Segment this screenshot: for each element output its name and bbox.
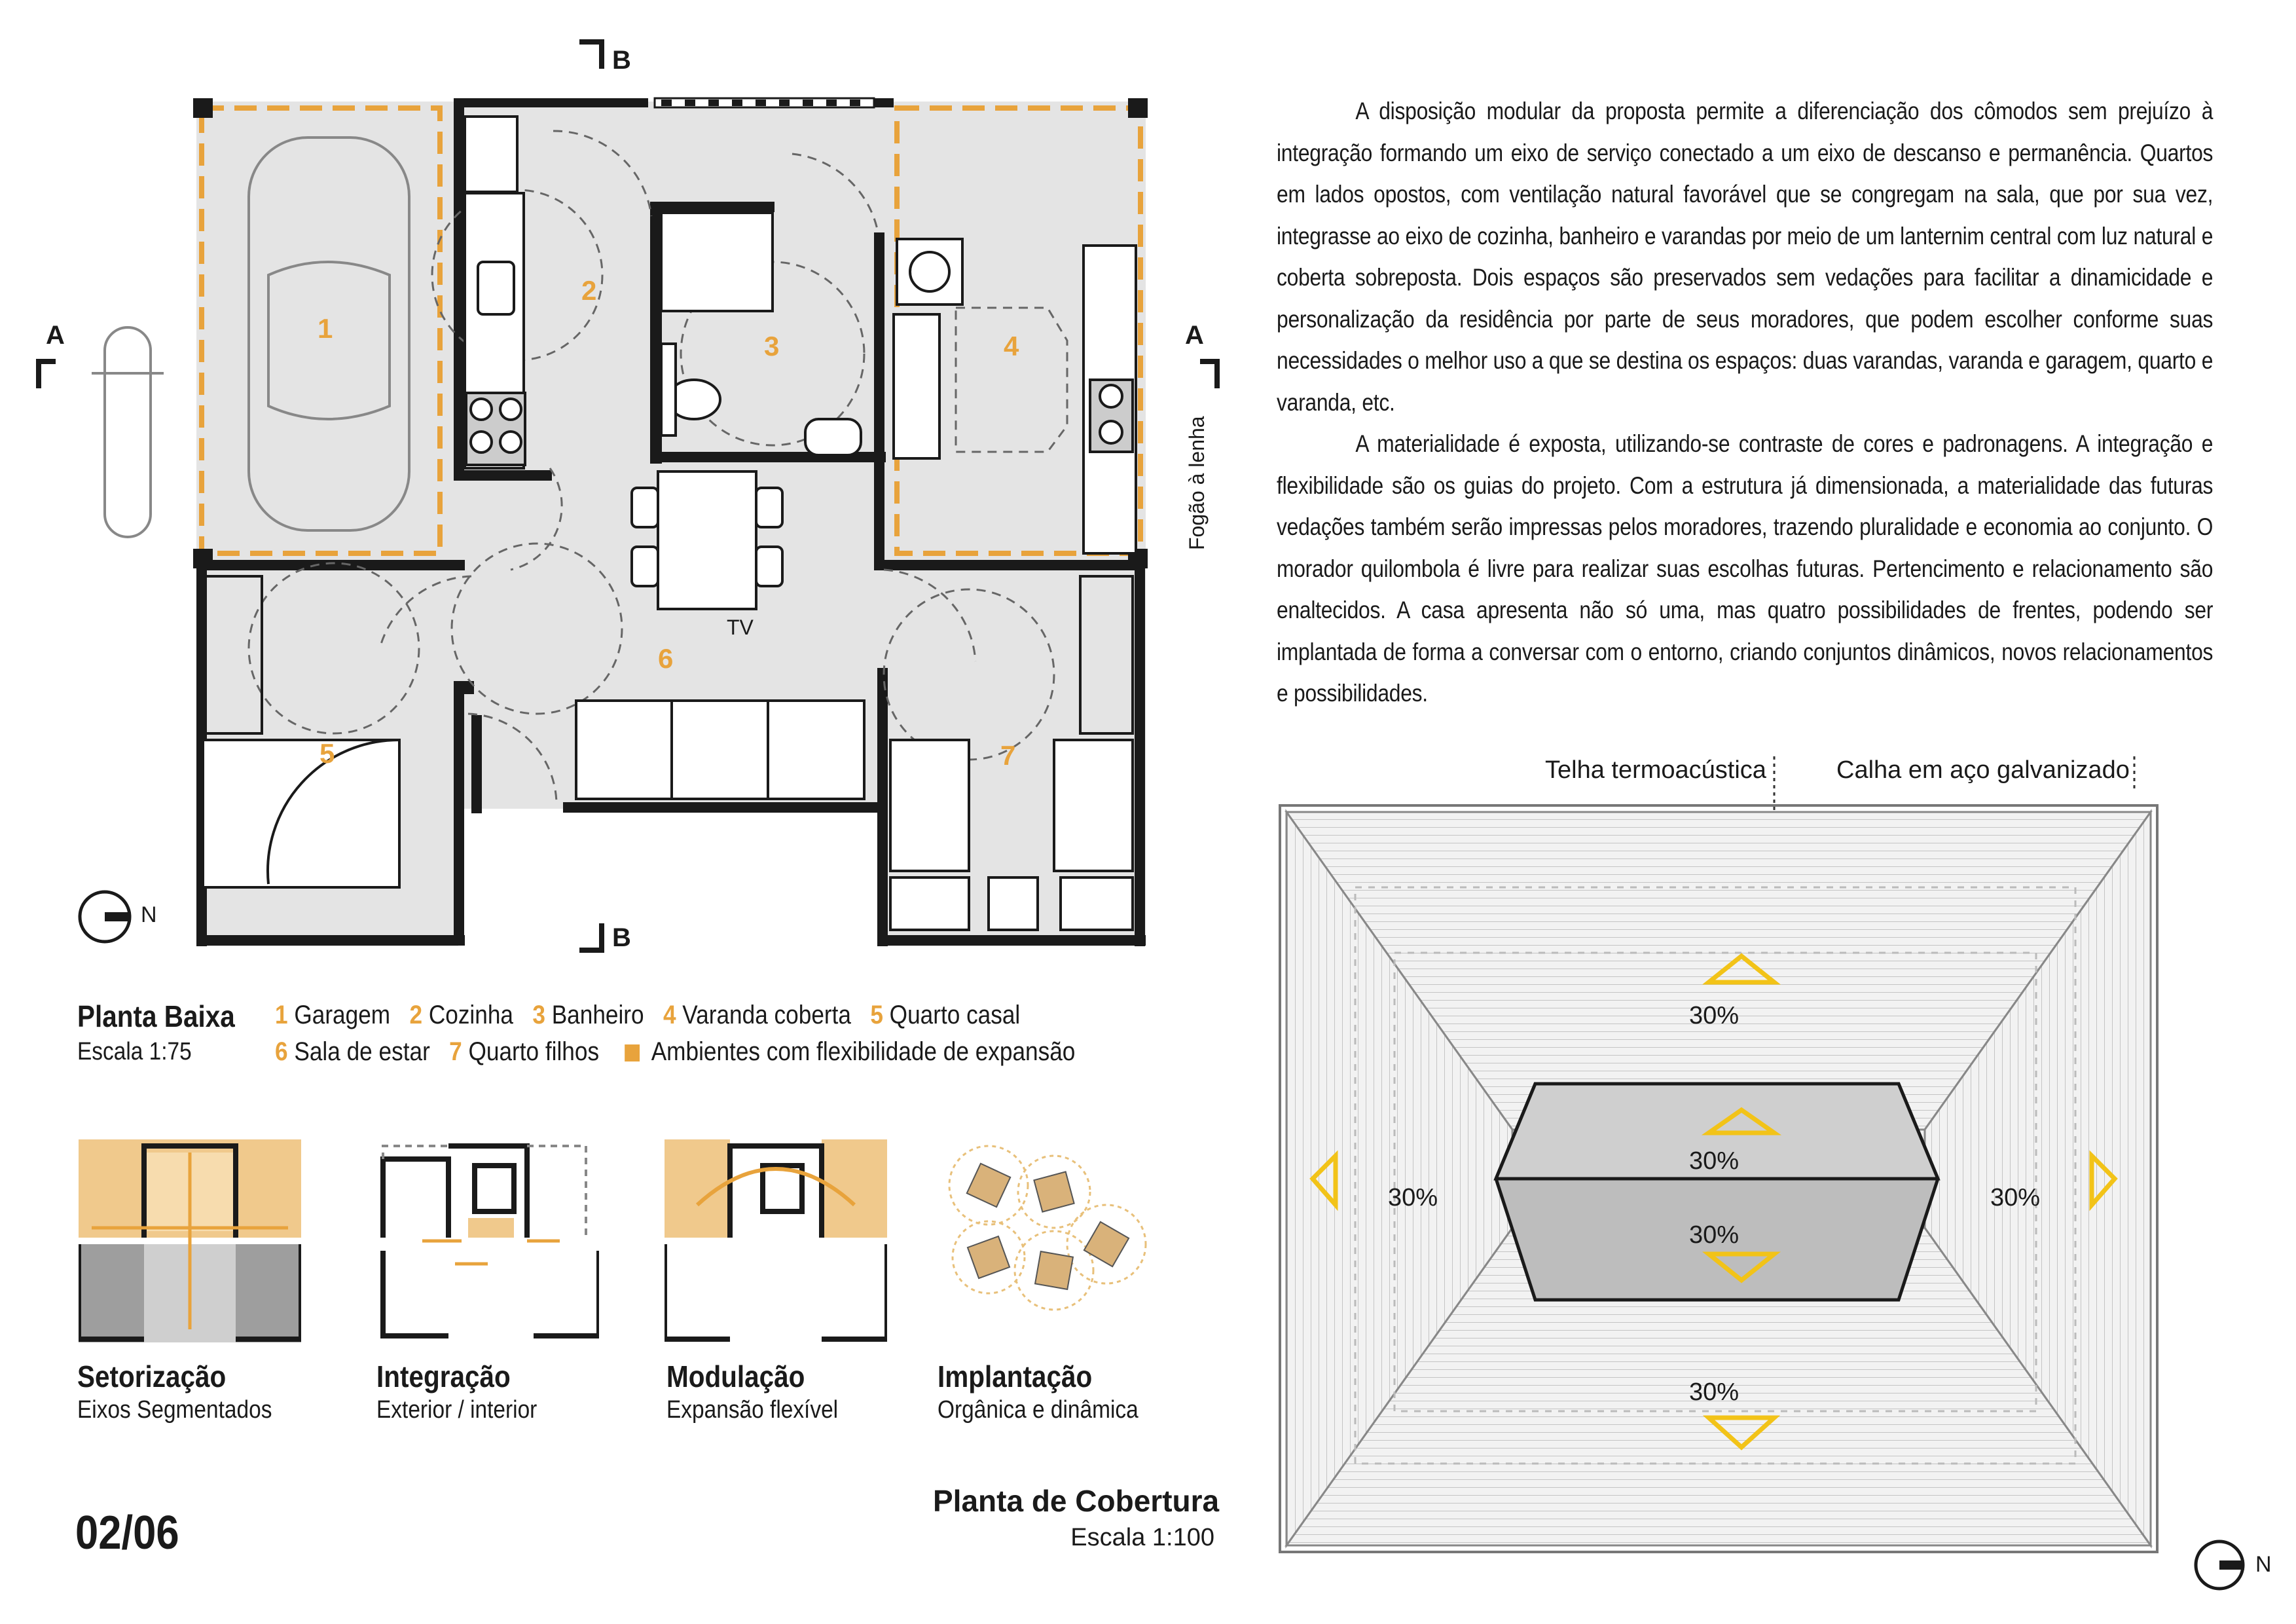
section-a-right: A (1185, 321, 1204, 350)
north-arrow-plan (80, 892, 131, 942)
north-label-roof: N (2255, 1552, 2272, 1577)
legend-flex-swatch (625, 1044, 640, 1061)
legend-num-6: 6 (275, 1037, 288, 1066)
diagram-setorizacao (79, 1139, 301, 1342)
legend-label-7: Quarto filhos (468, 1037, 600, 1066)
slope-label-left: 30% (1388, 1184, 1438, 1211)
diagram-title-4: Implantação (938, 1359, 1093, 1393)
north-label-plan: N (141, 902, 157, 927)
legend-num-5: 5 (870, 1001, 883, 1029)
description-paragraph-2: A materialidade é exposta, utilizando-se contraste de cores e padronagens. A integração e flexibilidade são os guias do projeto. Com a estrutura já dimensionada, a materialidade das futuras vedações também serão impressas pelos moradores, trazendo pluralidade e economia ao conjunto. O morador quilombola é livre para realizar suas escolhas futuras. Pertencimento e relacionamento são enaltecidos. A casa apresenta não só uma, mas quatro possibilidades de frentes, podendo ser implantada de forma a conversar com o entorno, criando conjuntos dinâmicos, novos relacionamentos e possibilidades. (1277, 430, 2214, 707)
diagram-modulacao (665, 1139, 887, 1342)
diagram-title-1: Setorização (77, 1359, 227, 1393)
diagram-title-2: Integração (376, 1359, 511, 1393)
diagram-subtitle-2: Exterior / interior (376, 1396, 538, 1424)
section-b-top: B (612, 46, 631, 75)
legend-label-5: Quarto casal (889, 1001, 1021, 1029)
diagram-subtitle-1: Eixos Segmentados (77, 1396, 272, 1424)
roof-north-arrow (2196, 1541, 2244, 1589)
legend-num-1: 1 (275, 1001, 288, 1029)
legend-row-2 (275, 1037, 1075, 1067)
diagram-title-3: Modulação (666, 1359, 805, 1393)
roof-gutter-label: Calha em aço galvanizado (1836, 756, 2130, 784)
slope-label-top: 30% (1689, 1002, 1740, 1029)
roof-scale: Escala 1:100 (1070, 1524, 1214, 1551)
plan-scale: Escala 1:75 (77, 1038, 192, 1065)
kitchen-counter (465, 117, 525, 468)
roof-title: Planta de Cobertura (933, 1484, 1220, 1518)
roof-tile-label: Telha termoacústica (1545, 756, 1766, 784)
window-top (655, 98, 874, 107)
sofa (576, 701, 864, 799)
slope-label-ridge-top: 30% (1689, 1147, 1740, 1175)
legend-num-2: 2 (409, 1001, 423, 1029)
stove-label: Fogão à lenha (1185, 416, 1209, 550)
room-number-1: 1 (318, 313, 333, 344)
legend-label-6: Sala de estar (294, 1037, 430, 1066)
legend-label-2: Cozinha (428, 1001, 513, 1029)
page-number: 02/06 (75, 1507, 179, 1559)
room-number-4: 4 (1004, 331, 1019, 361)
description-text (1277, 90, 2214, 714)
tv-label: TV (727, 616, 754, 639)
diagram-implantacao (936, 1139, 1159, 1342)
room-number-7: 7 (1000, 740, 1016, 771)
slope-label-ridge-bottom: 30% (1689, 1221, 1740, 1249)
floor-plan (0, 0, 1244, 982)
legend-num-7: 7 (449, 1037, 462, 1066)
room-number-2: 2 (581, 275, 597, 306)
section-b-bottom: B (612, 923, 631, 952)
room-number-5: 5 (319, 738, 335, 769)
legend-num-3: 3 (532, 1001, 545, 1029)
description-paragraph-1: A disposição modular da proposta permite a diferenciação dos cômodos sem prejuízo à integração formando um eixo de serviço conectado a um eixo de descanso e permanência. Quartos em lados opostos, com ventilação natural favorável que se congregam na sala, que por sua vez, integrasse ao eixo de cozinha, banheiro e varandas por meio de um lanternim central com luz natural e coberta sobreposta. Dois espaços são preservados sem vedações para facilitar a dinamicidade e personalização da residência por parte de seus moradores, que podem escolher conforme suas necessidades o melhor uso a que se destina os espaços: duas varandas, varanda e garagem, quarto e varanda, etc. (1277, 98, 2214, 416)
slope-label-right: 30% (1990, 1184, 2041, 1211)
room-number-6: 6 (658, 643, 674, 674)
diagram-subtitle-3: Expansão flexível (666, 1396, 839, 1424)
legend-flex-label: Ambientes com flexibilidade de expansão (651, 1037, 1076, 1066)
section-a-left: A (46, 321, 65, 350)
diagram-subtitle-4: Orgânica e dinâmica (938, 1396, 1139, 1424)
motorcycle (92, 327, 164, 537)
roof-plan (1264, 756, 2285, 1595)
legend-label-1: Garagem (294, 1001, 391, 1029)
legend-label-4: Varanda coberta (682, 1001, 851, 1029)
legend-row-1 (275, 1001, 1020, 1030)
plan-title: Planta Baixa (77, 999, 235, 1033)
slope-label-bottom: 30% (1689, 1378, 1740, 1406)
legend-label-3: Banheiro (551, 1001, 644, 1029)
legend-num-4: 4 (663, 1001, 676, 1029)
diagram-integracao (376, 1139, 599, 1342)
room-number-3: 3 (764, 331, 780, 361)
